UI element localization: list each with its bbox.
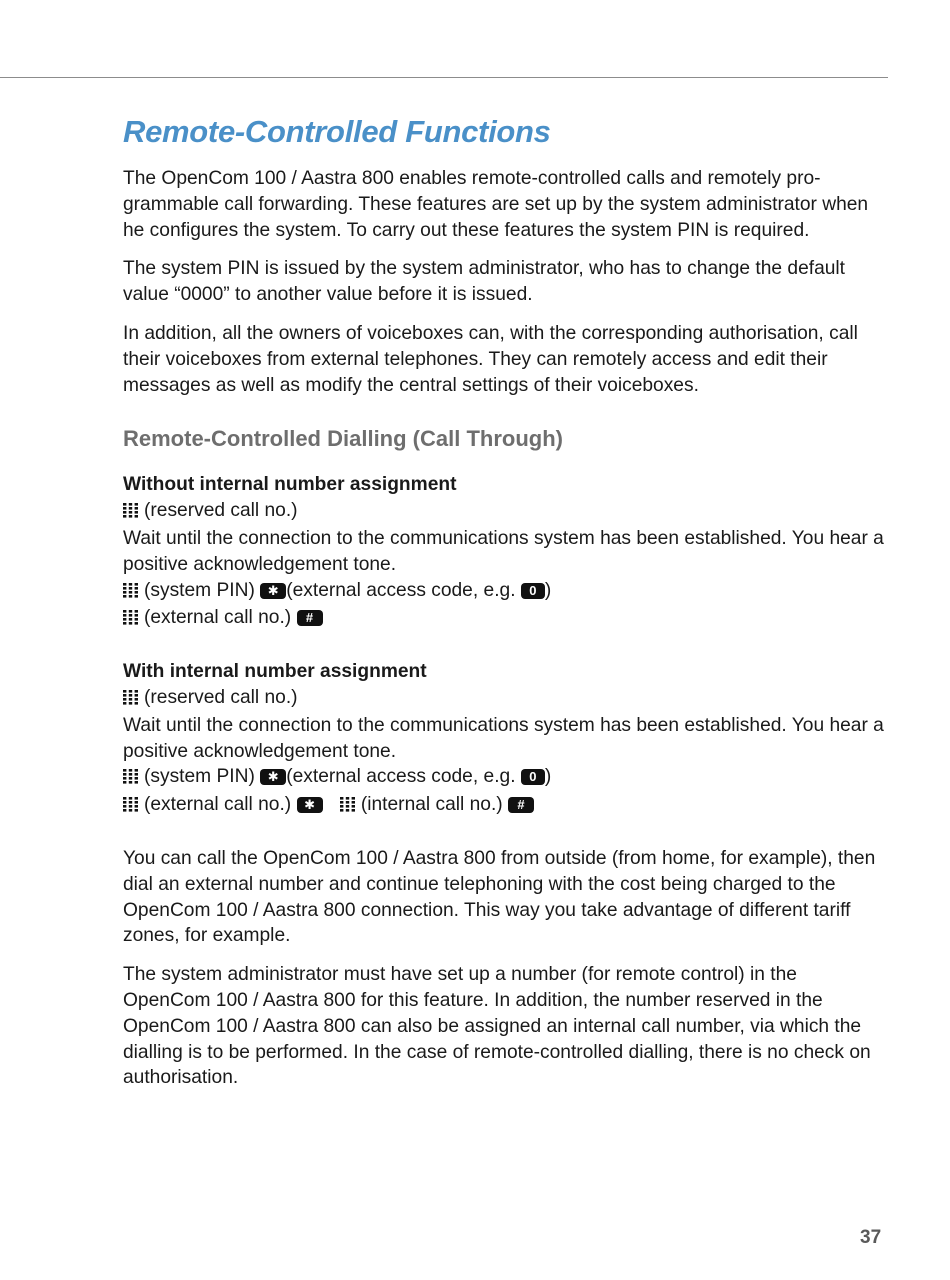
closing-paragraph-2: The system administrator must have set up a number (for remote control) in the OpenCom 100 / Aastra 800 for this feature. In addition, the number reserved in the OpenCom 100 / Aastra 800 can also be assigned an internal call number, via which the dialling is to be performed. In the case of remote-controlled dialling, there is no check on authorisation. [123, 964, 871, 1089]
keypad-icon [123, 500, 138, 526]
page-number: 37 [860, 1227, 882, 1248]
close-paren: ) [544, 579, 552, 601]
access-code-label: (external access code, e.g. [286, 766, 516, 788]
without-pin-step [123, 578, 885, 606]
keypad-icon [123, 607, 138, 633]
page-content [123, 112, 885, 1104]
page-title: Remote-Controlled Functions [123, 114, 551, 149]
hash-key-icon: # [508, 797, 534, 813]
intro-paragraph-3: In addition, all the owners of voiceboxes can, with the corresponding authorisation, call their voiceboxes from external telephones. They can remotely access and edit their messages as well as modify the central settings of their voiceboxes. [123, 322, 858, 396]
keypad-icon [123, 766, 138, 792]
without-heading: Without internal number assignment [123, 474, 457, 496]
keypad-icon [340, 794, 355, 820]
system-pin-label: (system PIN) [144, 579, 255, 601]
with-pin-step [123, 764, 885, 792]
close-paren: ) [544, 766, 552, 788]
with-wait-text: Wait until the connection to the communications system has been established. You hear a positive acknowledgement tone. [123, 714, 884, 762]
system-pin-label: (system PIN) [144, 766, 255, 788]
without-assignment-block [123, 472, 885, 633]
external-call-label: (external call no.) [144, 607, 292, 629]
with-assignment-block [123, 659, 885, 820]
section-heading: Remote-Controlled Dialling (Call Through) [123, 426, 563, 452]
keypad-icon [123, 580, 138, 606]
internal-call-label: (internal call no.) [360, 794, 503, 816]
intro-paragraph-1: The OpenCom 100 / Aastra 800 enables remote-controlled calls and remotely programmable call forwarding. These features are set up by the system administrator when he configures the system. To carry out these features the system PIN is required. [123, 168, 869, 241]
external-call-label: (external call no.) [144, 794, 292, 816]
reserved-call-label: (reserved call no.) [144, 500, 298, 522]
with-reserved-step [123, 685, 885, 713]
zero-key-icon: 0 [521, 769, 545, 785]
zero-key-icon: 0 [521, 583, 545, 599]
without-wait-text: Wait until the connection to the communications system has been established. You hear a positive acknowledgement tone. [123, 527, 884, 575]
closing-paragraph-1: You can call the OpenCom 100 / Aastra 800 from outside (from home, for example), then dial an external number and continue telephoning with the cost being charged to the OpenCom 100 / Aastra 800 connection. This way you take advantage of different tariff zones, for example. [123, 847, 876, 947]
without-reserved-step [123, 498, 885, 526]
star-key-icon: ✱ [260, 583, 286, 599]
star-key-icon: ✱ [297, 797, 323, 813]
with-heading: With internal number assignment [123, 661, 427, 683]
header-rule [0, 77, 888, 78]
access-code-label: (external access code, e.g. [286, 579, 516, 601]
keypad-icon [123, 794, 138, 820]
keypad-icon [123, 687, 138, 713]
reserved-call-label: (reserved call no.) [144, 686, 298, 708]
intro-paragraph-2: The system PIN is issued by the system administrator, who has to change the default value “0000” to another value before it is issued. [123, 258, 846, 306]
without-external-step [123, 605, 885, 633]
with-external-step [123, 792, 885, 820]
hash-key-icon: # [297, 610, 323, 626]
star-key-icon: ✱ [260, 769, 286, 785]
